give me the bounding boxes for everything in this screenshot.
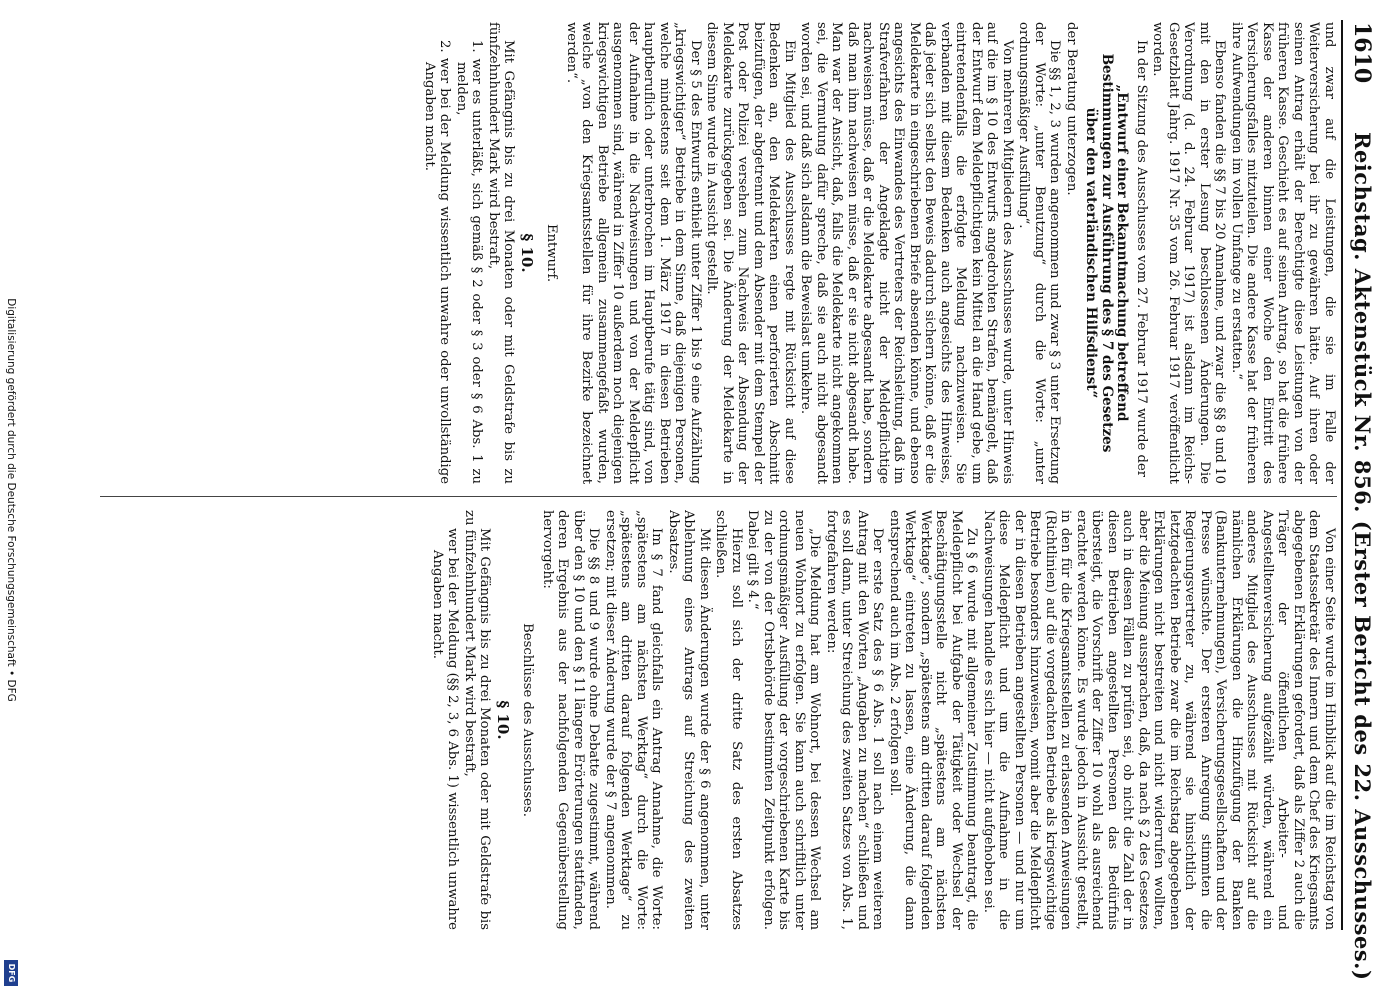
beschluesse-label: Beschlüsse des Ausschusses. xyxy=(520,623,536,817)
paragraph: und zwar auf die Leistungen, die sie im Falle der Weiterversicherung bei ihr zu gewähren hätte. Auf ihren oder seinen Antrag erhält der Berechtigte diese Leistungen von der früheren Kasse. Geschieht es auf seinen Antrag, so hat die frühere Kasse der anderen binnen einer Woche den Eintritt des Versicherungsfalles mitzuteilen. Die andere Kasse hat der früheren ihre Aufwendungen im vollen Umfange zu erstatten.“ xyxy=(1229,22,1337,484)
paragraph: In der Sitzung des Ausschusses vom 27. Februar 1917 wurde der xyxy=(1134,40,1149,478)
list-item: 2. wer bei der Meldung wissentlich unwahre oder unvollständige Angaben macht. xyxy=(422,40,453,484)
paragraph: Zu § 6 wurde mit allgemeiner Zustimmung beantragt, die Meldepflicht bei Aufgabe der Tätigkeit oder Wechsel der Beschäftigungsstelle nicht „spätestens am nächsten Werktage“, sondern „spätestens am dritten darauf folgenden Werktage“ eintreten zu lassen, eine Änderung, die dann entsprechend auch im Abs. 2 erfolgen soll. xyxy=(887,510,980,930)
right-column xyxy=(60,510,1337,930)
paragraph: Von mehreren Mitgliedern des Ausschusses wurde, unter Hinweis auf die im § 10 des Entwurfs angedrohten Strafen, bemängelt, daß der Entwurf dem Meldepflichtigen kein Mittel an die Hand gebe, um eintretendenfalls die erfolgte Meldung nachzuweisen. Sie verbanden mit diesem Bedenken auch angesichts des Hinweises, daß jeder sich selbst den Beweis dadurch sichern könne, daß er die Meldekarte in eingeschriebenen Briefe absenden könne, und ebenso angesichts des Einwandes des Vertreters der Reichsleitung, daß im Strafverfahren der Angeklagte nicht der Meldepflichtige nachweisen müsse, daß er die Meldekarte abgesandt habe, sondern daß man ihm nachweisen müsse, daß er sie nicht abgesandt habe. Man war der Ansicht, daß, falls die Meldekarte nicht angekommen sei, die Vermutung dafür spreche, daß sie auch nicht abgesandt worden sei, und daß sich alsdann die Beweislast umkehre. xyxy=(798,22,1015,484)
paragraph: Mit Gefängnis bis zu drei Monaten oder mit Geldstrafe bis zu fünfzehnhundert Mark wird bestraft, xyxy=(462,510,493,930)
page-title: Reichstag. Aktenstück Nr. 856. (Erster Bericht des 22. Ausschusses.) xyxy=(1350,132,1375,981)
paragraph: Von einer Seite wurde im Hinblick auf die im Reichstag von dem Staatssekretär des Innern und dem Chef des Kriegsamts abgegebenen Erklärungen gefordert, daß als Ziffer 2 auch die Träger der öffentlichen Arbeiter- und Angestelltenversicherung aufgezählt würden, während ein anderes Mitglied des Ausschusses mit Rücksicht auf die nämlichen Erklärungen die Hinzufügung der Banken (Bankunternehmungen), Versicherungsgesellschaften und der Presse wünschte. Der ersteren Anregung stimmten die Regierungsvertreter zu, während sie hinsichtlich der letztgedachten Betriebe zwar die im Reichstag abgegebenen Erklärungen nicht bestreiten und nicht widerrufen wollten, aber die Meinung aussprachen, daß, da nach § 2 des Gesetzes auch in diesen Fällen zu prüfen sei, ob nicht die Zahl der in diesen Betrieben angestellten Personen das Bedürfnis übersteigt, die Vorschrift der Ziffer 10 wohl als ausreichend erachtet werden könne. Es wurde jedoch in Aussicht gestellt, in den für die Kriegsamtsstellen zu erlassenden Anweisungen (Richtlinien) auf die vorgedachten Betriebe als kriegswichtige Betriebe besonders hinzuweisen, womit aber die Meldepflicht der in diesen Betrieben angestellten Personen — und nur um diese Meldepflicht und um die Aufnahme in die Nachweisungen handle es sich hier — nicht aufgehoben sei. xyxy=(981,510,1337,930)
paragraph: der Beratung unterzogen. xyxy=(1064,22,1079,196)
section-number: § 10. xyxy=(518,233,536,273)
paragraph: Die §§ 8 und 9 wurde ohne Debatte zugestimmt, während über den § 10 und den § 11 längere Erörterungen stattfanden, deren Ergebnis aus der nachfolgenden Gegenüberstellung hervorgeht: xyxy=(540,510,602,930)
page-number: 1610 xyxy=(1349,22,1375,84)
paragraph: Ein Mitglied des Ausschusses regte mit Rücksicht auf diese Bedenken an, den Meldekarten einen perforierten Abschnitt beizufügen, der abgetrennt und dem Absender mit dem Stempel der Post oder Polizei versehen zum Nachweis der Absendung der Meldekarte zurückgegeben sei. Die Änderung der Meldekarte in diesem Sinne wurde in Aussicht gestellt. xyxy=(704,22,797,484)
list-item: wer bei der Meldung (§§ 2, 3, 6 Abs. 1) wissentlich unwahre Angaben macht. xyxy=(430,528,461,930)
paragraph: Im § 7 fand gleichfalls ein Antrag Annahme, die Worte: „spätestens am nächsten Werktag“ durch die Worte: „spätestens am dritten darauf folgenden Werktage“ zu ersetzen; mit dieser Änderung wurde der § 7 angenommen. xyxy=(603,510,665,930)
paragraph: Der erste Satz des § 6 Abs. 1 soll nach einem weiteren Antrag mit den Worten „Angaben zu machen“ schließen und es soll dann, unter Streichung des zweiten Satzes von Abs. 1, fortgefahren werden: xyxy=(824,510,886,930)
page-header xyxy=(1345,22,1375,981)
paragraph: Die §§ 1, 2, 3 wurden angenommen und zwar § 3 unter Ersetzung der Worte: „unter Benutzung“ durch die Worte: „unter ordnungsmäßiger Ausfüllung“. xyxy=(1016,22,1063,484)
section-number: § 10. xyxy=(494,700,512,740)
digitization-footer xyxy=(0,0,19,1000)
column-divider xyxy=(100,496,1337,497)
paragraph: Der § 5 des Entwurfs enthielt unter Ziffer 1 bis 9 eine Aufzählung „kriegswichtiger“ Betriebe in dem Sinne, daß diejenigen Personen, welche mindestens seit dem 1. März 1917 in diesen Betrieben hauptberuflich oder unterbrochen im Hauptberufe tätig sind, von der Aufnahme in die Nachweisungen und von der Meldepflicht ausgenommen sind, während in Ziffer 10 außerdem noch diejenigen kriegswichtigen Betriebe allgemein zusammengefaßt wurden, welche „von den Kriegsamtsstellen für ihre Bezirke bezeichnet werden“. xyxy=(564,22,703,484)
quote-paragraph: „Die Meldung hat am Wohnort, bei dessen Wechsel am neuen Wohnort zu erfolgen. Sie kann auch schriftlich unter ordnungsmäßiger Ausfüllung der vorgeschriebenen Karte bis zu der von der Ortsbehörde bestimmten Zeitpunkt erfolgen. Dabei gilt § 4.“ xyxy=(745,510,823,930)
dfg-logo-icon: DFG xyxy=(4,960,18,986)
section-heading: „Entwurf einer Bekanntmachung betreffend Bestimmungen zur Ausführung des § 7 des Gesetzes über den vaterländischen Hilfsdienst“ xyxy=(1083,53,1131,453)
left-column xyxy=(60,22,1337,484)
paragraph: Mit Gefängnis bis zu drei Monaten oder mit Geldstrafe bis zu fünfzehnhundert Mark wird bestraft, xyxy=(486,22,517,484)
footer-text: Digitalisierung gefördert durch die Deutsche Forschungsgemeinschaft • DFG xyxy=(5,298,17,702)
paragraph: Mit diesen Änderungen wurde der § 6 angenommen, unter Ablehnung eines Antrags auf Streichung des zweiten Absatzes. xyxy=(666,510,712,930)
header-rule xyxy=(1341,20,1343,930)
list-item: 1. wer es unterläßt, sich gemäß § 2 oder § 3 oder § 6 Abs. 1 zu melden, xyxy=(454,40,485,484)
paragraph: Ebenso fanden die §§ 7 bis 20 Annahme, und zwar die §§ 8 und 10 mit den in erster Lesung beschlossenen Änderungen. Die Verordnung (d. d. 24. Februar 1917) ist alsdann im Reichs-Gesetzblatt Jahrg. 1917 Nr. 35 vom 26. Februar 1917 veröffentlicht worden. xyxy=(1150,22,1228,484)
paragraph: Hierzu soll sich der dritte Satz des ersten Absatzes schließen. xyxy=(713,510,744,930)
entwurf-label: Entwurf. xyxy=(544,223,560,283)
